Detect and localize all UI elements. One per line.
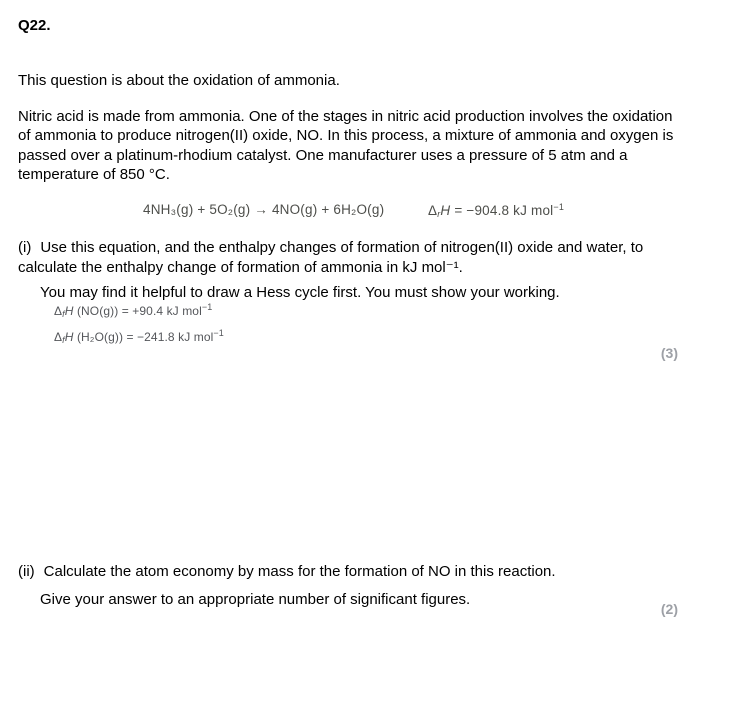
delta-symbol: Δ [54,330,63,344]
delta-subscript-f: f [62,309,65,319]
enthalpy-exponent: −1 [553,202,565,212]
part-ii-text: Calculate the atom economy by mass for the formation of NO in this reaction. [43,563,556,580]
formation-enthalpy-no [54,302,212,319]
enthalpy-value: = −904.8 kJ mol [450,203,554,218]
reaction-enthalpy [428,202,564,219]
delta-symbol: Δ [54,304,63,318]
delta-subscript-r: r [437,209,441,219]
formation-enthalpy-h2o [54,328,224,345]
chemical-equation: 4NH₃(g) + 5O₂(g) → 4NO(g) + 6H₂O(g) [143,202,385,217]
question-intro: This question is about the oxidation of ammonia. [18,72,340,89]
part-i-text: Use this equation, and the enthalpy changes of formation of nitrogen(II) oxide and water, to calculate the enthalpy change of formation of ammonia in kJ mol⁻¹. [18,239,644,276]
part-ii-prompt [18,563,718,580]
formation-no-value: (NO(g)) = +90.4 kJ mol [73,304,202,318]
exponent: −1 [201,302,213,312]
part-ii-label: (ii) [18,563,35,580]
formation-h2o-value: (H₂O(g)) = −241.8 kJ mol [73,330,214,344]
part-i-hint: You may find it helpful to draw a Hess cycle first. You must show your working. [40,284,560,301]
part-i-prompt [18,238,692,277]
context-paragraph: Nitric acid is made from ammonia. One of the stages in nitric acid production involves the oxidation of ammonia to produce nitrogen(II) oxide, NO. In this process, a mixture of ammonia and oxygen is passed over a platinum-rhodium catalyst. One manufacturer uses a pressure of 5 atm and a temperature of 850 °C. [18,108,674,184]
enthalpy-h-symbol: H [64,330,74,344]
delta-symbol: Δ [428,203,438,218]
enthalpy-h-symbol: H [64,304,74,318]
delta-subscript-f: f [62,335,65,345]
part-i-label: (i) [18,239,32,256]
part-i-marks: (3) [660,345,678,361]
part-ii-instruction: Give your answer to an appropriate number of significant figures. [40,591,471,608]
enthalpy-h-symbol: H [440,203,451,218]
question-number: Q22. [18,17,51,34]
exponent: −1 [213,328,224,338]
part-ii-marks: (2) [660,601,678,617]
